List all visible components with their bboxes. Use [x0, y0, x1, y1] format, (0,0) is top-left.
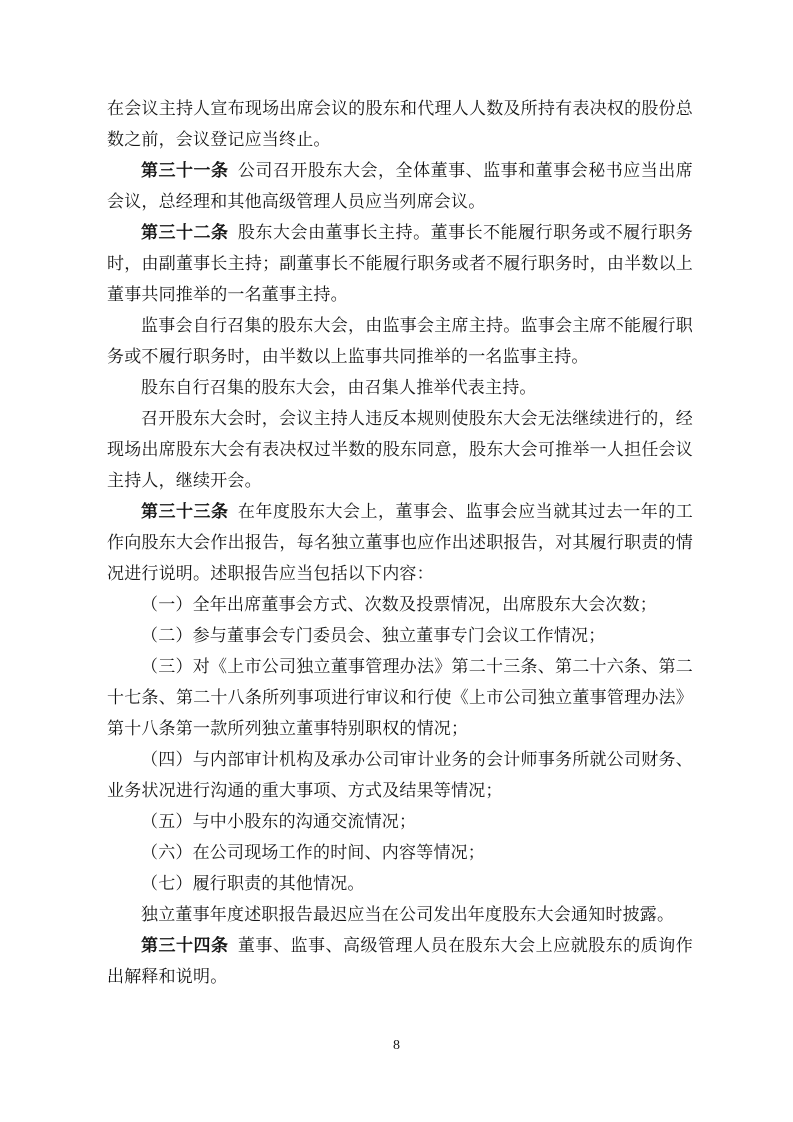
- body-paragraph: （一）全年出席董事会方式、次数及投票情况，出席股东大会次数；: [141, 595, 657, 614]
- article-paragraph: 第三十一条 公司召开股东大会，全体董事、监事和董事会秘书应当出席会议，总经理和其他高级管理人员应当列席会议。: [107, 161, 693, 211]
- body-paragraph: （五）与中小股东的沟通交流情况；: [141, 812, 417, 831]
- article-paragraph: 第三十三条 在年度股东大会上，董事会、监事会应当就其过去一年的工作向股东大会作出报告，每名独立董事也应作出述职报告，对其履行职责的情况进行说明。述职报告应当包括以下内容：: [107, 502, 693, 583]
- body-paragraph: （六）在公司现场工作的时间、内容等情况；: [141, 843, 485, 862]
- article-number: 第三十一条: [141, 161, 229, 180]
- article-number: 第三十三条: [141, 502, 229, 521]
- article-paragraph: 第三十二条 股东大会由董事长主持。董事长不能履行职务或不履行职务时，由副董事长主持；副董事长不能履行职务或者不履行职务时，由半数以上董事共同推举的一名董事主持。: [107, 223, 693, 304]
- body-paragraph: （二）参与董事会专门委员会、独立董事专门会议工作情况；: [141, 626, 606, 645]
- body-paragraph: 监事会自行召集的股东大会，由监事会主席主持。监事会主席不能履行职务或不履行职务时，由半数以上监事共同推举的一名监事主持。: [107, 316, 693, 366]
- body-paragraph: 股东自行召集的股东大会，由召集人推举代表主持。: [141, 378, 537, 397]
- body-paragraph: 独立董事年度述职报告最迟应当在公司发出年度股东大会通知时披露。: [141, 905, 675, 924]
- document-content: [107, 93, 693, 992]
- body-paragraph: （四）与内部审计机构及承办公司审计业务的会计师事务所就公司财务、业务状况进行沟通的重大事项、方式及结果等情况；: [107, 750, 693, 800]
- body-paragraph: 在会议主持人宣布现场出席会议的股东和代理人人数及所持有表决权的股份总数之前，会议登记应当终止。: [107, 99, 693, 149]
- body-paragraph: 召开股东大会时，会议主持人违反本规则使股东大会无法继续进行的，经现场出席股东大会有表决权过半数的股东同意，股东大会可推举一人担任会议主持人，继续开会。: [107, 409, 693, 490]
- article-number: 第三十四条: [141, 936, 229, 955]
- article-paragraph: 第三十四条 董事、监事、高级管理人员在股东大会上应就股东的质询作出解释和说明。: [107, 936, 693, 986]
- article-number: 第三十二条: [141, 223, 229, 242]
- page-number: 8: [393, 1038, 400, 1053]
- body-paragraph: （三）对《上市公司独立董事管理办法》第二十三条、第二十六条、第二十七条、第二十八条所列事项进行审议和行使《上市公司独立董事管理办法》第十八条第一款所列独立董事特别职权的情况；: [107, 657, 693, 738]
- body-paragraph: （七）履行职责的其他情况。: [141, 874, 365, 893]
